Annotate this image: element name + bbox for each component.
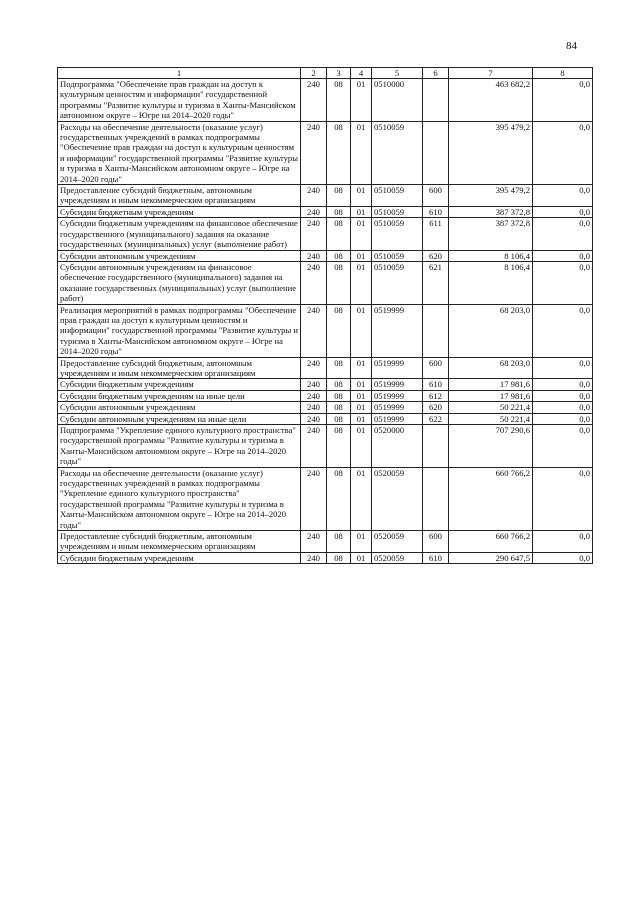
table-row <box>58 79 593 122</box>
row-code-section: 08 <box>327 185 351 207</box>
table-row <box>58 121 593 184</box>
row-code-expense-type <box>423 79 449 122</box>
row-description: Субсидии автономным учреждениям на иные цели <box>58 413 301 424</box>
table-row <box>58 206 593 217</box>
row-code-subsection: 01 <box>351 531 372 553</box>
table-row <box>58 261 593 304</box>
row-code-expense-type: 622 <box>423 413 449 424</box>
row-code-ministry: 240 <box>301 206 327 217</box>
row-code-ministry: 240 <box>301 250 327 261</box>
row-code-ministry: 240 <box>301 467 327 530</box>
row-code-target: 0510059 <box>372 206 423 217</box>
row-code-ministry: 240 <box>301 390 327 401</box>
column-header: 3 <box>327 68 351 79</box>
row-code-section: 08 <box>327 413 351 424</box>
row-code-expense-type <box>423 425 449 468</box>
row-code-target: 0519999 <box>372 304 423 357</box>
table-row <box>58 467 593 530</box>
row-amount: 395 479,2 <box>449 121 533 184</box>
row-code-subsection: 01 <box>351 206 372 217</box>
row-description: Предоставление субсидий бюджетным, автономным учреждениям и иным некоммерческим организациям <box>58 185 301 207</box>
row-code-subsection: 01 <box>351 79 372 122</box>
row-amount-extra: 0,0 <box>533 121 593 184</box>
row-code-expense-type: 600 <box>423 357 449 379</box>
row-amount-extra: 0,0 <box>533 250 593 261</box>
row-code-expense-type: 610 <box>423 379 449 390</box>
table-row <box>58 304 593 357</box>
row-code-ministry: 240 <box>301 357 327 379</box>
row-amount-extra: 0,0 <box>533 413 593 424</box>
row-amount-extra: 0,0 <box>533 531 593 553</box>
row-amount-extra: 0,0 <box>533 379 593 390</box>
row-code-subsection: 01 <box>351 379 372 390</box>
row-code-ministry: 240 <box>301 261 327 304</box>
row-code-expense-type: 600 <box>423 531 449 553</box>
row-description: Субсидии бюджетным учреждениям <box>58 206 301 217</box>
row-code-target: 0519999 <box>372 379 423 390</box>
row-amount-extra: 0,0 <box>533 467 593 530</box>
row-code-target: 0519999 <box>372 357 423 379</box>
row-code-target: 0520059 <box>372 552 423 563</box>
row-code-section: 08 <box>327 206 351 217</box>
row-code-subsection: 01 <box>351 185 372 207</box>
row-description: Субсидии бюджетным учреждениям <box>58 552 301 563</box>
row-description: Субсидии автономным учреждениям на финансовое обеспечение государственного (муниципального) задания на оказание государственных (муниципальных) услуг (выполнение работ) <box>58 261 301 304</box>
row-code-expense-type <box>423 121 449 184</box>
row-code-subsection: 01 <box>351 357 372 379</box>
row-amount-extra: 0,0 <box>533 185 593 207</box>
row-code-target: 0510059 <box>372 250 423 261</box>
row-amount-extra: 0,0 <box>533 552 593 563</box>
row-description: Субсидии автономным учреждениям <box>58 402 301 413</box>
row-code-section: 08 <box>327 261 351 304</box>
row-code-expense-type: 621 <box>423 261 449 304</box>
table-row <box>58 413 593 424</box>
row-code-ministry: 240 <box>301 379 327 390</box>
row-code-section: 08 <box>327 121 351 184</box>
row-description: Субсидии автономным учреждениям <box>58 250 301 261</box>
row-amount: 660 766,2 <box>449 467 533 530</box>
row-description: Субсидии бюджетным учреждениям на иные цели <box>58 390 301 401</box>
row-code-target: 0519999 <box>372 413 423 424</box>
row-amount: 17 981,6 <box>449 379 533 390</box>
row-amount: 387 372,8 <box>449 218 533 250</box>
row-code-target: 0510059 <box>372 185 423 207</box>
row-code-target: 0510059 <box>372 261 423 304</box>
row-description: Подпрограмма "Укрепление единого культурного пространства" государственной программы "Развитие культуры и туризма в Ханты-Мансийском автономном округе – Югре на 2014–2020 годы" <box>58 425 301 468</box>
column-header: 4 <box>351 68 372 79</box>
row-code-subsection: 01 <box>351 261 372 304</box>
table-body <box>58 79 593 564</box>
row-code-section: 08 <box>327 531 351 553</box>
row-code-target: 0519999 <box>372 402 423 413</box>
row-description: Предоставление субсидий бюджетным, автономным учреждениям и иным некоммерческим организациям <box>58 357 301 379</box>
row-amount-extra: 0,0 <box>533 218 593 250</box>
row-code-target: 0519999 <box>372 390 423 401</box>
table-header-row <box>58 68 593 79</box>
row-amount-extra: 0,0 <box>533 206 593 217</box>
row-amount-extra: 0,0 <box>533 79 593 122</box>
row-code-expense-type: 612 <box>423 390 449 401</box>
row-code-subsection: 01 <box>351 390 372 401</box>
row-description: Субсидии бюджетным учреждениям на финансовое обеспечение государственного (муниципального) задания на оказание государственных (муниципальных) услуг (выполнение работ) <box>58 218 301 250</box>
row-code-section: 08 <box>327 390 351 401</box>
row-description: Расходы на обеспечение деятельности (оказание услуг) государственных учреждений в рамках подпрограммы "Укрепление единого культурного пространства" государственной программы "Развитие культуры и туризма в Ханты-Мансийском автономном округе – Югре на 2014–2020 годы" <box>58 467 301 530</box>
row-code-section: 08 <box>327 79 351 122</box>
row-code-expense-type: 620 <box>423 250 449 261</box>
row-amount: 660 766,2 <box>449 531 533 553</box>
column-header: 5 <box>372 68 423 79</box>
row-description: Расходы на обеспечение деятельности (оказание услуг) государственных учреждений в рамках подпрограммы "Обеспечение прав граждан на доступ к культурным ценностям и информации" государственной программы "Развитие культуры и туризма в Ханты-Мансийском автономном округе – Югре на 2014–2020 годы" <box>58 121 301 184</box>
row-amount-extra: 0,0 <box>533 304 593 357</box>
row-code-section: 08 <box>327 552 351 563</box>
row-description: Реализация мероприятий в рамках подпрограммы "Обеспечение прав граждан на доступ к культурным ценностям и информации" государственной программы "Развитие культуры и туризма в Ханты-Мансийском автономном округе – Югре на 2014–2020 годы" <box>58 304 301 357</box>
table-row <box>58 218 593 250</box>
row-amount: 50 221,4 <box>449 402 533 413</box>
row-code-expense-type: 610 <box>423 552 449 563</box>
row-code-ministry: 240 <box>301 304 327 357</box>
column-header: 1 <box>58 68 301 79</box>
row-amount: 8 106,4 <box>449 261 533 304</box>
row-code-expense-type: 600 <box>423 185 449 207</box>
row-code-ministry: 240 <box>301 531 327 553</box>
row-amount: 17 981,6 <box>449 390 533 401</box>
row-amount-extra: 0,0 <box>533 357 593 379</box>
row-code-ministry: 240 <box>301 121 327 184</box>
row-code-ministry: 240 <box>301 79 327 122</box>
row-description: Подпрограмма "Обеспечение прав граждан на доступ к культурным ценностям и информации" государственной программы "Развитие культуры и туризма в Ханты-Мансийском автономном округе – Югре на 2014–2020 годы" <box>58 79 301 122</box>
row-code-ministry: 240 <box>301 413 327 424</box>
row-code-target: 0520059 <box>372 531 423 553</box>
budget-table <box>57 67 593 564</box>
row-amount-extra: 0,0 <box>533 425 593 468</box>
row-amount-extra: 0,0 <box>533 390 593 401</box>
row-code-section: 08 <box>327 467 351 530</box>
row-code-section: 08 <box>327 218 351 250</box>
column-header: 2 <box>301 68 327 79</box>
row-code-subsection: 01 <box>351 402 372 413</box>
row-code-subsection: 01 <box>351 413 372 424</box>
row-amount: 50 221,4 <box>449 413 533 424</box>
row-code-expense-type: 610 <box>423 206 449 217</box>
row-description: Предоставление субсидий бюджетным, автономным учреждениям и иным некоммерческим организациям <box>58 531 301 553</box>
table-row <box>58 390 593 401</box>
row-amount: 290 647,5 <box>449 552 533 563</box>
table-row <box>58 379 593 390</box>
row-code-ministry: 240 <box>301 425 327 468</box>
row-code-expense-type: 611 <box>423 218 449 250</box>
row-code-target: 0520000 <box>372 425 423 468</box>
table-row <box>58 357 593 379</box>
row-code-section: 08 <box>327 304 351 357</box>
row-amount: 68 203,0 <box>449 304 533 357</box>
table-row <box>58 402 593 413</box>
row-code-subsection: 01 <box>351 250 372 261</box>
row-code-subsection: 01 <box>351 121 372 184</box>
row-code-subsection: 01 <box>351 304 372 357</box>
row-code-section: 08 <box>327 379 351 390</box>
row-code-target: 0510059 <box>372 121 423 184</box>
table-row <box>58 250 593 261</box>
row-code-subsection: 01 <box>351 552 372 563</box>
row-amount: 395 479,2 <box>449 185 533 207</box>
row-amount-extra: 0,0 <box>533 402 593 413</box>
table-row <box>58 185 593 207</box>
row-code-expense-type <box>423 467 449 530</box>
row-code-ministry: 240 <box>301 402 327 413</box>
row-code-section: 08 <box>327 250 351 261</box>
column-header: 6 <box>423 68 449 79</box>
row-code-ministry: 240 <box>301 218 327 250</box>
row-amount-extra: 0,0 <box>533 261 593 304</box>
row-code-section: 08 <box>327 357 351 379</box>
table-row <box>58 552 593 563</box>
row-amount: 8 106,4 <box>449 250 533 261</box>
row-code-expense-type: 620 <box>423 402 449 413</box>
column-header: 8 <box>533 68 593 79</box>
row-amount: 463 682,2 <box>449 79 533 122</box>
row-code-section: 08 <box>327 425 351 468</box>
table-row <box>58 531 593 553</box>
row-code-target: 0520059 <box>372 467 423 530</box>
row-code-subsection: 01 <box>351 218 372 250</box>
row-code-target: 0510059 <box>372 218 423 250</box>
row-code-ministry: 240 <box>301 552 327 563</box>
page-number: 84 <box>566 40 577 52</box>
row-code-section: 08 <box>327 402 351 413</box>
row-code-target: 0510000 <box>372 79 423 122</box>
row-code-ministry: 240 <box>301 185 327 207</box>
table-row <box>58 425 593 468</box>
row-amount: 707 290,6 <box>449 425 533 468</box>
row-code-subsection: 01 <box>351 467 372 530</box>
row-description: Субсидии бюджетным учреждениям <box>58 379 301 390</box>
row-amount: 68 203,0 <box>449 357 533 379</box>
row-amount: 387 372,8 <box>449 206 533 217</box>
column-header: 7 <box>449 68 533 79</box>
row-code-expense-type <box>423 304 449 357</box>
row-code-subsection: 01 <box>351 425 372 468</box>
